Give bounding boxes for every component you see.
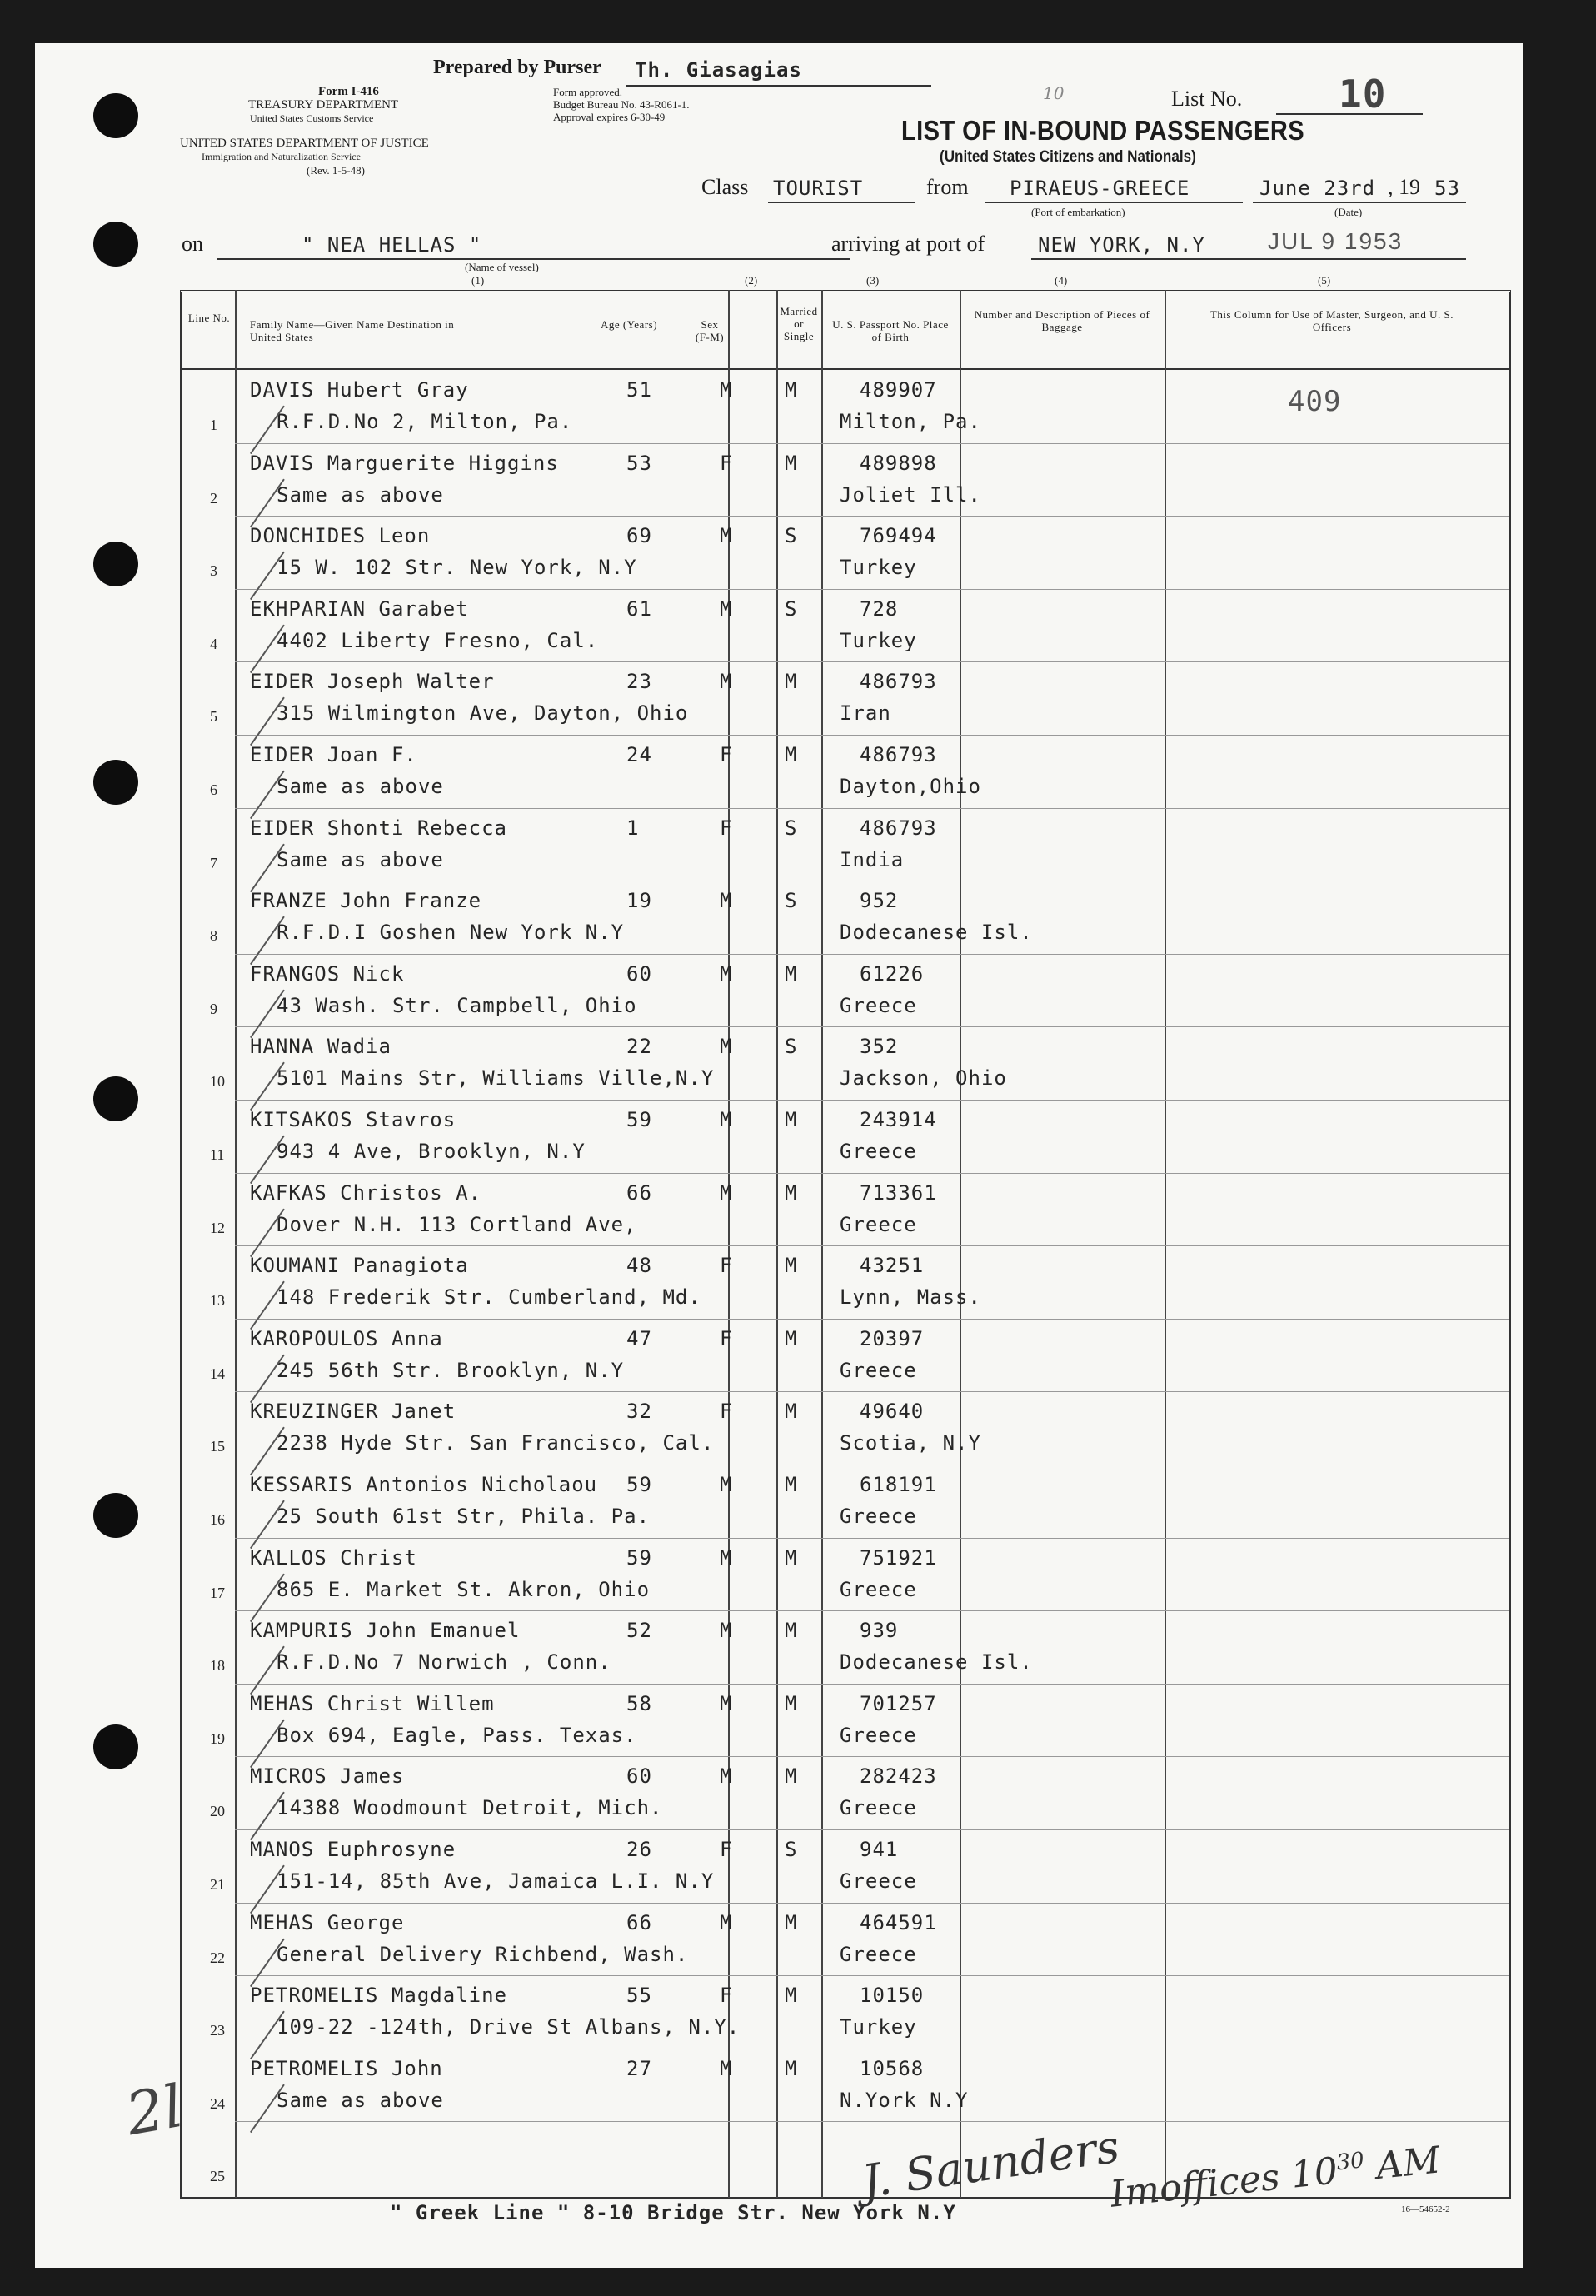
line-number: 18: [210, 1657, 225, 1675]
passport-number: 486793: [860, 743, 937, 766]
class-underline: [768, 202, 915, 203]
passenger-age: 59: [626, 1108, 652, 1131]
col-divider: [776, 290, 778, 2198]
passenger-sex: F: [720, 1838, 733, 1861]
passenger-destination: 245 56th Str. Brooklyn, N.Y: [277, 1358, 625, 1382]
binder-hole: [93, 93, 138, 138]
prepared-name: Th. Giasagias: [635, 58, 802, 82]
passenger-name: KREUZINGER Janet: [250, 1400, 456, 1424]
passenger-destination: Same as above: [277, 482, 444, 507]
passenger-marital-status: M: [785, 1910, 798, 1934]
row-separator: [235, 1391, 1509, 1392]
passenger-name: DAVIS Hubert Gray: [250, 378, 469, 402]
row-separator: [235, 808, 1509, 809]
passenger-age: 55: [626, 1984, 652, 2008]
passenger-name: DAVIS Marguerite Higgins: [250, 451, 559, 475]
header-age: Age (Years): [600, 318, 658, 331]
passenger-age: 48: [626, 1254, 652, 1278]
passenger-name: KAROPOULOS Anna: [250, 1326, 443, 1350]
passenger-marital-status: S: [785, 816, 798, 840]
arrival-underline: [1031, 258, 1466, 260]
passport-number: 10568: [860, 2056, 925, 2080]
passenger-marital-status: S: [785, 889, 798, 913]
header-married: Married or Single: [780, 305, 818, 342]
passenger-sex: F: [720, 1326, 733, 1350]
row-separator: [235, 954, 1509, 955]
passenger-name: PETROMELIS John: [250, 2056, 443, 2080]
col-number-1: (1): [471, 274, 485, 287]
passenger-destination: R.F.D.No 7 Norwich , Conn.: [277, 1650, 611, 1675]
passenger-age: 53: [626, 451, 652, 475]
passenger-name: MICROS James: [250, 1764, 405, 1789]
passenger-sex: F: [720, 1984, 733, 2008]
passenger-sex: F: [720, 743, 733, 766]
binder-hole: [93, 542, 138, 586]
port-underline: [985, 202, 1243, 203]
passenger-age: 60: [626, 1764, 652, 1789]
passenger-destination: 109-22 -124th, Drive St Albans, N.Y.: [277, 2015, 741, 2039]
passport-number: 61226: [860, 961, 925, 986]
line-number: 2: [210, 489, 217, 507]
date-underline: [1253, 202, 1466, 203]
place-of-birth: Dodecanese Isl.: [840, 921, 1033, 945]
passport-number: 20397: [860, 1326, 925, 1350]
revision: (Rev. 1-5-48): [307, 164, 365, 177]
line-number: 11: [210, 1146, 225, 1163]
passenger-age: 32: [626, 1400, 652, 1424]
line-number: 20: [210, 1803, 225, 1820]
row-separator: [235, 661, 1509, 662]
place-of-birth: Dayton,Ohio: [840, 775, 981, 798]
vessel-caption: (Name of vessel): [465, 261, 539, 273]
passenger-marital-status: M: [785, 378, 798, 402]
inspection-note-ampm: AM: [1374, 2139, 1443, 2189]
place-of-birth: Greece: [840, 1796, 917, 1820]
place-of-birth: Joliet Ill.: [840, 482, 981, 507]
passenger-sex: M: [720, 524, 733, 548]
row-separator: [235, 1245, 1509, 1246]
row-separator: [235, 1756, 1509, 1757]
place-of-birth: Greece: [840, 1505, 917, 1528]
arriving-label: arriving at port of: [831, 232, 985, 256]
row-separator: [235, 735, 1509, 736]
passenger-destination: 4402 Liberty Fresno, Cal.: [277, 628, 599, 652]
vessel-name: " NEA HELLAS ": [302, 233, 482, 257]
row-separator: [235, 1610, 1509, 1611]
year-prefix: , 19: [1388, 175, 1420, 199]
binder-hole: [93, 1724, 138, 1769]
passenger-marital-status: M: [785, 1108, 798, 1131]
passenger-age: 59: [626, 1545, 652, 1570]
line-number: 5: [210, 708, 217, 726]
place-of-birth: Jackson, Ohio: [840, 1066, 1007, 1091]
passenger-destination: R.F.D.No 2, Milton, Pa.: [277, 410, 573, 433]
line-number: 22: [210, 1949, 225, 1966]
form-subtitle: (United States Citizens and Nationals): [940, 148, 1196, 166]
place-of-birth: Greece: [840, 993, 917, 1017]
passenger-age: 66: [626, 1910, 652, 1934]
passenger-destination: Dover N.H. 113 Cortland Ave,: [277, 1212, 637, 1236]
date-caption: (Date): [1334, 206, 1363, 218]
place-of-birth: Lynn, Mass.: [840, 1285, 981, 1310]
passenger-sex: M: [720, 1180, 733, 1205]
passenger-sex: M: [720, 1545, 733, 1570]
passenger-sex: M: [720, 889, 733, 913]
pencil-mark: 10: [1043, 83, 1065, 103]
row-separator: [235, 1026, 1509, 1027]
passenger-name: KALLOS Christ: [250, 1545, 417, 1570]
line-number: 6: [210, 781, 217, 798]
passenger-destination: Same as above: [277, 847, 444, 871]
passport-number: 352: [860, 1035, 899, 1059]
place-of-birth: Greece: [840, 1212, 917, 1236]
row-separator: [235, 589, 1509, 590]
passenger-marital-status: M: [785, 1545, 798, 1570]
line-number: 7: [210, 854, 217, 871]
line-number: 1: [210, 417, 217, 433]
passenger-marital-status: S: [785, 524, 798, 548]
passenger-age: 58: [626, 1691, 652, 1715]
passenger-name: FRANZE John Franze: [250, 889, 482, 913]
passport-number: 769494: [860, 524, 937, 548]
line-number: 10: [210, 1073, 225, 1091]
passenger-name: EIDER Shonti Rebecca: [250, 816, 507, 840]
passenger-marital-status: M: [785, 670, 798, 694]
line-number: 24: [210, 2094, 225, 2112]
passenger-sex: M: [720, 670, 733, 694]
form-title: LIST OF IN-BOUND PASSENGERS: [901, 115, 1305, 146]
passenger-name: KESSARIS Antonios Nicholaou: [250, 1473, 598, 1496]
passenger-age: 61: [626, 596, 652, 621]
passenger-name: KITSAKOS Stavros: [250, 1108, 456, 1131]
col-number-3: (3): [866, 274, 880, 287]
header-name: Family Name—Given Name Destination in United States: [250, 318, 455, 343]
port-caption: (Port of embarkation): [1031, 206, 1125, 218]
row-separator: [235, 1684, 1509, 1685]
col-divider: [821, 290, 823, 2198]
place-of-birth: N.York N.Y: [840, 2088, 969, 2112]
prepared-underline: [626, 85, 931, 87]
passenger-sex: M: [720, 596, 733, 621]
place-of-birth: Milton, Pa.: [840, 410, 981, 433]
list-number: 10: [1339, 72, 1387, 117]
passenger-sex: F: [720, 451, 733, 475]
place-of-birth: Greece: [840, 1140, 917, 1163]
justice-dept: UNITED STATES DEPARTMENT OF JUSTICE: [180, 137, 429, 150]
passport-number: 486793: [860, 816, 937, 840]
margin-pencil-mark: 2l: [121, 2071, 188, 2149]
line-number: 23: [210, 2022, 225, 2039]
passport-number: 701257: [860, 1691, 937, 1715]
place-of-birth: Greece: [840, 1577, 917, 1601]
row-separator: [235, 516, 1509, 517]
header-sex: Sex (F-M): [695, 318, 725, 343]
passenger-destination: General Delivery Richbend, Wash.: [277, 1942, 689, 1966]
passenger-name: MEHAS Christ Willem: [250, 1691, 495, 1715]
passenger-marital-status: M: [785, 1619, 798, 1643]
line-number: 4: [210, 635, 217, 652]
passenger-name: HANNA Wadia: [250, 1035, 392, 1059]
line-number: 21: [210, 1876, 225, 1893]
arrival-stamp-date: JUL 9 1953: [1268, 228, 1404, 254]
line-number: 19: [210, 1729, 225, 1747]
place-of-birth: Greece: [840, 1942, 917, 1966]
passenger-age: 27: [626, 2056, 652, 2080]
row-separator: [235, 1975, 1509, 1976]
passenger-sex: M: [720, 1473, 733, 1496]
passenger-destination: 43 Wash. Str. Campbell, Ohio: [277, 993, 637, 1017]
place-of-birth: Iran: [840, 701, 891, 726]
passenger-age: 24: [626, 743, 652, 766]
place-of-birth: India: [840, 847, 905, 871]
row-separator: [235, 1319, 1509, 1320]
binder-hole: [93, 1493, 138, 1538]
passenger-destination: Same as above: [277, 2088, 444, 2112]
year-value: 53: [1434, 177, 1460, 200]
place-of-birth: Greece: [840, 1358, 917, 1382]
passenger-age: 60: [626, 961, 652, 986]
passenger-age: 66: [626, 1180, 652, 1205]
passenger-sex: M: [720, 1108, 733, 1131]
header-line-no: Line No.: [187, 312, 231, 324]
passenger-sex: M: [720, 961, 733, 986]
col-divider: [960, 290, 961, 2198]
line-number: 13: [210, 1292, 225, 1310]
row-separator: [235, 1100, 1509, 1101]
row-separator: [235, 1538, 1509, 1539]
from-label: from: [926, 175, 969, 199]
class-value: TOURIST: [773, 177, 864, 200]
passenger-sex: M: [720, 1764, 733, 1789]
form-number: Form I-416: [318, 85, 379, 98]
line-number: 9: [210, 1000, 217, 1017]
col-divider: [1165, 290, 1166, 2198]
approval-line-2: Budget Bureau No. 43-R061-1.: [553, 98, 690, 111]
approval-line-3: Approval expires 6-30-49: [553, 111, 666, 123]
passenger-age: 23: [626, 670, 652, 694]
place-of-birth: Turkey: [840, 556, 917, 580]
passenger-age: 19: [626, 889, 652, 913]
passenger-sex: M: [720, 1035, 733, 1059]
table-header-rule: [180, 368, 1511, 370]
passenger-destination: 151-14, 85th Ave, Jamaica L.I. N.Y: [277, 1869, 715, 1893]
passenger-sex: M: [720, 378, 733, 402]
line-number: 12: [210, 1219, 225, 1236]
passenger-age: 47: [626, 1326, 652, 1350]
passport-number: 618191: [860, 1473, 937, 1496]
passenger-marital-status: S: [785, 1035, 798, 1059]
passenger-marital-status: M: [785, 1400, 798, 1424]
inspection-note-minutes: 30: [1335, 2148, 1366, 2176]
footer-company: " Greek Line " 8-10 Bridge Str. New York N.Y: [390, 2201, 956, 2224]
passenger-marital-status: M: [785, 1984, 798, 2008]
passenger-age: 52: [626, 1619, 652, 1643]
passport-number: 243914: [860, 1108, 937, 1131]
passenger-marital-status: M: [785, 451, 798, 475]
passenger-age: 59: [626, 1473, 652, 1496]
col-divider: [235, 290, 237, 2198]
row-separator: [235, 443, 1509, 444]
line-number: 16: [210, 1511, 225, 1528]
place-of-birth: Turkey: [840, 2015, 917, 2039]
passenger-marital-status: M: [785, 1326, 798, 1350]
col-number-2: (2): [745, 274, 758, 287]
passport-number: 486793: [860, 670, 937, 694]
passenger-marital-status: M: [785, 2056, 798, 2080]
line-number: 14: [210, 1365, 225, 1382]
passenger-sex: F: [720, 1400, 733, 1424]
row-separator: [235, 1173, 1509, 1174]
header-baggage: Number and Description of Pieces of Baggage: [974, 308, 1150, 333]
passenger-destination: 865 E. Market St. Akron, Ohio: [277, 1577, 651, 1601]
approval-line-1: Form approved.: [553, 86, 623, 98]
passenger-name: PETROMELIS Magdaline: [250, 1984, 507, 2008]
passenger-age: 69: [626, 524, 652, 548]
passenger-destination: 148 Frederik Str. Cumberland, Md.: [277, 1285, 701, 1310]
passenger-name: MANOS Euphrosyne: [250, 1838, 456, 1861]
passenger-sex: M: [720, 1910, 733, 1934]
prepared-label: Prepared by Purser: [433, 57, 601, 78]
passenger-marital-status: M: [785, 961, 798, 986]
treasury-dept: TREASURY DEPARTMENT: [248, 98, 399, 112]
inspection-note-text: Imoffices 10: [1108, 2149, 1340, 2216]
footer-code: 16—54652-2: [1401, 2204, 1450, 2214]
customs-service: United States Customs Service: [250, 112, 374, 124]
passport-number: 43251: [860, 1254, 925, 1278]
line-number: 15: [210, 1438, 225, 1455]
passenger-marital-status: M: [785, 1691, 798, 1715]
place-of-birth: Greece: [840, 1723, 917, 1747]
col-number-5: (5): [1318, 274, 1331, 287]
line-number: 3: [210, 562, 217, 580]
passenger-sex: M: [720, 2056, 733, 2080]
passport-number: 941: [860, 1838, 899, 1861]
passport-number: 10150: [860, 1984, 925, 2008]
passenger-marital-status: M: [785, 1180, 798, 1205]
passenger-destination: 2238 Hyde Str. San Francisco, Cal.: [277, 1431, 715, 1455]
passport-number: 952: [860, 889, 899, 913]
binder-hole: [93, 222, 138, 267]
passenger-destination: 15 W. 102 Str. New York, N.Y: [277, 556, 637, 580]
passport-number: 728: [860, 596, 899, 621]
row-separator: [235, 1903, 1509, 1904]
passenger-marital-status: M: [785, 1764, 798, 1789]
passenger-marital-status: M: [785, 1473, 798, 1496]
line-number: 25: [210, 2168, 225, 2185]
line-number: 17: [210, 1584, 225, 1601]
header-passport: U. S. Passport No. Place of Birth: [832, 318, 949, 343]
passport-number: 939: [860, 1619, 899, 1643]
passenger-destination: Same as above: [277, 775, 444, 798]
passenger-sex: M: [720, 1619, 733, 1643]
passenger-age: 1: [626, 816, 640, 840]
passenger-marital-status: S: [785, 596, 798, 621]
passenger-name: KAFKAS Christos A.: [250, 1180, 482, 1205]
passport-number: 464591: [860, 1910, 937, 1934]
list-no-label: List No.: [1171, 87, 1243, 111]
line-number: 8: [210, 927, 217, 945]
passenger-age: 22: [626, 1035, 652, 1059]
passenger-destination: 25 South 61st Str, Phila. Pa.: [277, 1505, 651, 1528]
passenger-sex: F: [720, 816, 733, 840]
officer-annotation: 409: [1288, 385, 1342, 418]
row-separator: [235, 1829, 1509, 1830]
passenger-age: 51: [626, 378, 652, 402]
passport-number: 489898: [860, 451, 937, 475]
passenger-name: FRANGOS Nick: [250, 961, 405, 986]
passport-number: 713361: [860, 1180, 937, 1205]
passport-number: 49640: [860, 1400, 925, 1424]
binder-hole: [93, 1076, 138, 1121]
passenger-name: KOUMANI Panagiota: [250, 1254, 469, 1278]
passenger-destination: 315 Wilmington Ave, Dayton, Ohio: [277, 701, 689, 726]
on-label: on: [182, 232, 203, 256]
passenger-name: EKHPARIAN Garabet: [250, 596, 469, 621]
document-page: [35, 43, 1523, 2268]
place-of-birth: Scotia, N.Y: [840, 1431, 981, 1455]
passenger-destination: 943 4 Ave, Brooklyn, N.Y: [277, 1140, 586, 1163]
place-of-birth: Turkey: [840, 628, 917, 652]
passenger-name: KAMPURIS John Emanuel: [250, 1619, 521, 1643]
passenger-sex: M: [720, 1691, 733, 1715]
place-of-birth: Greece: [840, 1869, 917, 1893]
passenger-marital-status: M: [785, 1254, 798, 1278]
passenger-name: EIDER Joseph Walter: [250, 670, 495, 694]
passenger-destination: 14388 Woodmount Detroit, Mich.: [277, 1796, 663, 1820]
passenger-age: 26: [626, 1838, 652, 1861]
ins-service: Immigration and Naturalization Service: [202, 151, 361, 162]
col-number-4: (4): [1055, 274, 1068, 287]
header-officers: This Column for Use of Master, Surgeon, and U. S. Officers: [1209, 308, 1454, 333]
passport-number: 751921: [860, 1545, 937, 1570]
passport-number: 489907: [860, 378, 937, 402]
passenger-marital-status: S: [785, 1838, 798, 1861]
passenger-destination: R.F.D.I Goshen New York N.Y: [277, 921, 625, 945]
port-of-embarkation: PIRAEUS-GREECE: [1010, 177, 1190, 200]
date-value: June 23rd: [1259, 177, 1376, 200]
passenger-name: MEHAS George: [250, 1910, 405, 1934]
arrival-port: NEW YORK, N.Y: [1038, 233, 1205, 257]
passenger-sex: F: [720, 1254, 733, 1278]
place-of-birth: Dodecanese Isl.: [840, 1650, 1033, 1675]
row-separator: [235, 2121, 1509, 2122]
passenger-destination: Box 694, Eagle, Pass. Texas.: [277, 1723, 637, 1747]
passport-number: 282423: [860, 1764, 937, 1789]
passenger-name: EIDER Joan F.: [250, 743, 417, 766]
binder-hole: [93, 760, 138, 805]
passenger-name: DONCHIDES Leon: [250, 524, 431, 548]
passenger-marital-status: M: [785, 743, 798, 766]
class-label: Class: [701, 175, 749, 199]
passenger-destination: 5101 Mains Str, Williams Ville,N.Y: [277, 1066, 715, 1091]
officer-signature: J. Saunders: [859, 2119, 1123, 2209]
